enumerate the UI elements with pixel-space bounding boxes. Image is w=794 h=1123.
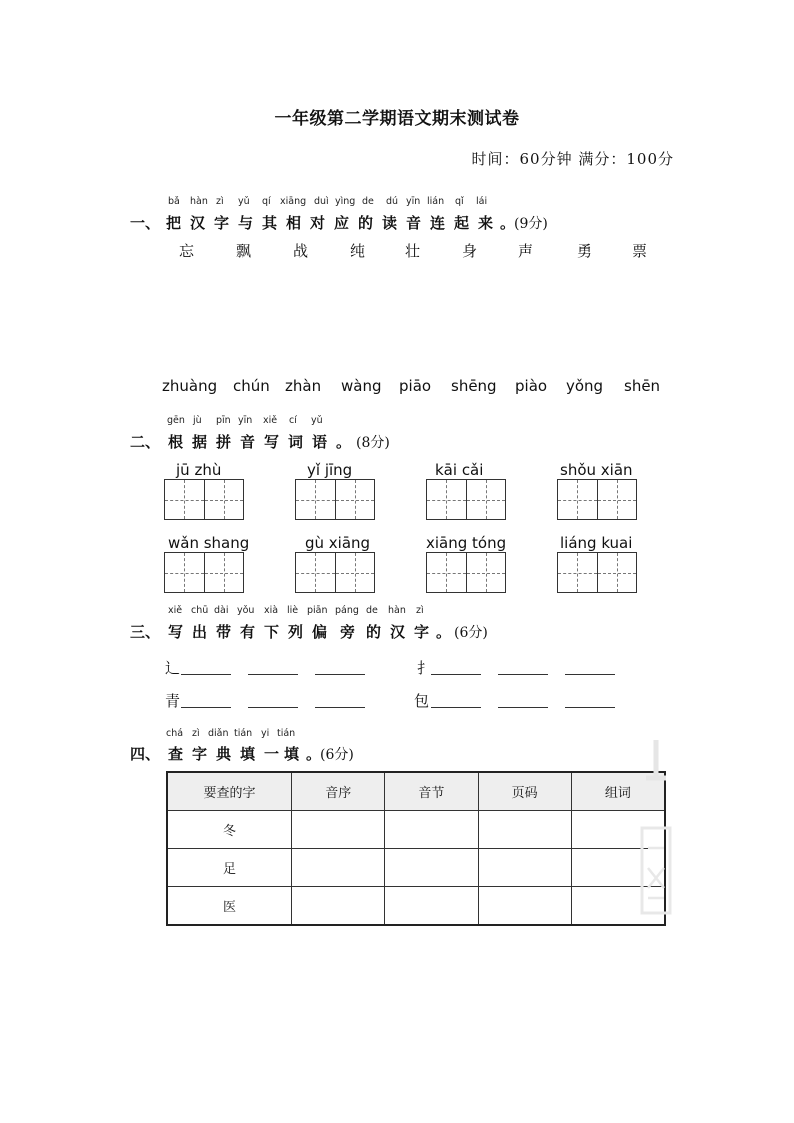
q3-heading xyxy=(130,621,488,642)
q4-score: (6分) xyxy=(320,747,354,763)
q3-char: 偏 xyxy=(312,623,328,641)
answer-blank[interactable] xyxy=(181,673,231,675)
q1-character: 战 xyxy=(293,242,309,260)
q1-char: 起 xyxy=(454,214,470,232)
q3-char: 出 xyxy=(192,623,208,641)
q2-char: 写 xyxy=(264,433,280,451)
q3-pinyin: chū xyxy=(191,605,209,616)
q2-char: 据 xyxy=(192,433,208,451)
writing-grid[interactable] xyxy=(295,479,375,520)
q1-pinyin: lái xyxy=(476,196,488,207)
q3-pinyin-row xyxy=(0,605,794,617)
q2-char: 音 xyxy=(240,433,256,451)
q1-pinyin: duì xyxy=(314,196,329,207)
q1-pinyin-row xyxy=(0,196,794,208)
q1-character: 飘 xyxy=(236,242,252,260)
q3-score: (6分) xyxy=(454,625,488,641)
answer-cell[interactable] xyxy=(385,811,478,849)
q1-pinyin: de xyxy=(362,196,374,207)
q2-period: 。 xyxy=(336,433,352,451)
q3-pinyin: xià xyxy=(264,605,279,616)
q4-number: 四、 xyxy=(130,745,161,763)
q2-char: 拼 xyxy=(216,433,232,451)
table-header: 组词 xyxy=(571,772,665,811)
q2-pinyin: pīn xyxy=(216,415,231,426)
q2-word-pinyin: jū zhù xyxy=(176,461,222,479)
table-row xyxy=(167,849,665,887)
table-header-row xyxy=(167,772,665,811)
q1-pinyin: yìng xyxy=(335,196,356,207)
lookup-char: 冬 xyxy=(167,811,292,849)
q1-char: 与 xyxy=(238,214,254,232)
q3-pinyin: yǒu xyxy=(237,605,255,616)
q3-radical: 辶 xyxy=(165,659,181,677)
answer-blank[interactable] xyxy=(498,706,548,708)
q1-pinyin: qí xyxy=(262,196,271,207)
q4-char: 典 xyxy=(216,745,232,763)
q4-pinyin: zì xyxy=(192,728,200,739)
q1-pinyin-option: shēng xyxy=(451,377,497,395)
q3-pinyin: zì xyxy=(416,605,424,616)
q2-word-pinyin: xiāng tóng xyxy=(426,534,507,552)
q3-char: 带 xyxy=(216,623,232,641)
q2-pinyin: yǔ xyxy=(311,415,323,426)
q3-radical: 包 xyxy=(414,692,430,710)
q1-pinyin: zì xyxy=(216,196,224,207)
q1-character-row xyxy=(0,240,794,260)
q4-char: 字 xyxy=(192,745,208,763)
q2-word-pinyin: kāi cǎi xyxy=(435,461,484,479)
q1-char: 汉 xyxy=(190,214,206,232)
q3-char: 汉 xyxy=(390,623,406,641)
table-header: 要查的字 xyxy=(167,772,292,811)
lookup-char: 医 xyxy=(167,887,292,926)
q1-score: (9分) xyxy=(514,216,548,232)
q2-word-pinyin: shǒu xiān xyxy=(560,461,633,479)
answer-cell[interactable] xyxy=(478,849,571,887)
q1-pinyin-option: zhuàng xyxy=(162,377,218,395)
q4-pinyin: diǎn xyxy=(208,728,229,739)
q1-character: 票 xyxy=(632,242,648,260)
q1-char: 把 xyxy=(166,214,182,232)
q4-char: 填 xyxy=(284,745,300,763)
answer-blank[interactable] xyxy=(181,706,231,708)
q3-radical: 扌 xyxy=(417,659,433,677)
table-header: 音节 xyxy=(385,772,478,811)
q1-char: 应 xyxy=(334,214,350,232)
q3-char: 有 xyxy=(240,623,256,641)
q3-char: 字 xyxy=(414,623,430,641)
q2-pinyin: gēn xyxy=(167,415,185,426)
answer-blank[interactable] xyxy=(431,673,481,675)
q3-char: 的 xyxy=(366,623,382,641)
writing-grid[interactable] xyxy=(557,552,637,593)
q1-char: 相 xyxy=(286,214,302,232)
q4-char: 填 xyxy=(240,745,256,763)
q2-pinyin: jù xyxy=(193,415,202,426)
q4-pinyin: yi xyxy=(261,728,270,739)
q2-pinyin: cí xyxy=(289,415,297,426)
q2-char: 根 xyxy=(168,433,184,451)
q3-number: 三、 xyxy=(130,623,161,641)
answer-blank[interactable] xyxy=(431,706,481,708)
time-score-info: 时间：60分钟 满分：100分 xyxy=(471,150,674,168)
q3-pinyin: xiě xyxy=(168,605,183,616)
q1-pinyin-option: yǒng xyxy=(566,377,604,395)
answer-blank[interactable] xyxy=(248,706,298,708)
q4-pinyin: chá xyxy=(166,728,184,739)
answer-cell[interactable] xyxy=(478,811,571,849)
q1-pinyin-options xyxy=(0,377,794,397)
answer-cell[interactable] xyxy=(385,887,478,926)
q1-character: 勇 xyxy=(577,242,593,260)
q2-word-pinyin: yǐ jīng xyxy=(307,461,353,479)
watermark-stamp-icon xyxy=(636,738,676,918)
dictionary-table xyxy=(166,771,666,926)
q2-pinyin: xiě xyxy=(263,415,278,426)
q1-character: 纯 xyxy=(350,242,366,260)
q4-pinyin: tián xyxy=(277,728,296,739)
lookup-char: 足 xyxy=(167,849,292,887)
q1-pinyin: bǎ xyxy=(168,196,180,207)
q1-pinyin: qǐ xyxy=(455,196,464,207)
answer-cell[interactable] xyxy=(385,849,478,887)
table-header: 音序 xyxy=(292,772,385,811)
page-title: 一年级第二学期语文期末测试卷 xyxy=(274,109,520,129)
q3-pinyin: piān xyxy=(307,605,328,616)
answer-cell[interactable] xyxy=(292,849,385,887)
answer-blank[interactable] xyxy=(315,706,365,708)
writing-grid[interactable] xyxy=(164,552,244,593)
q1-pinyin-option: piāo xyxy=(399,377,432,395)
q2-char: 语 xyxy=(312,433,328,451)
answer-cell[interactable] xyxy=(292,887,385,926)
q1-heading xyxy=(130,212,548,233)
q3-radical: 青 xyxy=(165,692,181,710)
q1-pinyin: hàn xyxy=(190,196,208,207)
q1-pinyin: xiāng xyxy=(280,196,307,207)
q1-character: 身 xyxy=(462,242,478,260)
table-row xyxy=(167,887,665,926)
q3-pinyin: liè xyxy=(287,605,299,616)
q3-char: 列 xyxy=(288,623,304,641)
q2-pinyin: yīn xyxy=(238,415,253,426)
q3-pinyin: dài xyxy=(214,605,229,616)
q2-pinyin-row xyxy=(0,415,794,427)
q1-pinyin-option: chún xyxy=(233,377,270,395)
q4-char: 查 xyxy=(168,745,184,763)
q2-word-pinyin: gù xiāng xyxy=(305,534,371,552)
answer-cell[interactable] xyxy=(292,811,385,849)
q1-char: 其 xyxy=(262,214,278,232)
q4-char: 一 xyxy=(264,745,280,763)
q3-char: 写 xyxy=(168,623,184,641)
q3-char: 旁 xyxy=(340,623,356,641)
q2-char: 词 xyxy=(288,433,304,451)
q1-char: 的 xyxy=(358,214,374,232)
q4-period: 。 xyxy=(306,745,322,763)
writing-grid[interactable] xyxy=(426,552,506,593)
q4-heading xyxy=(130,743,354,764)
q1-character: 声 xyxy=(518,242,534,260)
q1-number: 一、 xyxy=(130,214,161,232)
q1-pinyin-option: shēn xyxy=(624,377,661,395)
q3-period: 。 xyxy=(436,623,452,641)
answer-cell[interactable] xyxy=(478,887,571,926)
q1-char: 字 xyxy=(214,214,230,232)
q1-period: 。 xyxy=(500,214,516,232)
q2-score: (8分) xyxy=(356,435,390,451)
answer-blank[interactable] xyxy=(565,706,615,708)
answer-blank[interactable] xyxy=(498,673,548,675)
q1-pinyin-option: piào xyxy=(515,377,548,395)
q2-number: 二、 xyxy=(130,433,161,451)
q3-char: 下 xyxy=(264,623,280,641)
answer-blank[interactable] xyxy=(565,673,615,675)
q1-pinyin: yīn xyxy=(406,196,421,207)
q1-pinyin: yǔ xyxy=(238,196,250,207)
q1-char: 对 xyxy=(310,214,326,232)
writing-grid[interactable] xyxy=(426,479,506,520)
q1-pinyin-option: wàng xyxy=(341,377,382,395)
answer-blank[interactable] xyxy=(315,673,365,675)
q1-char: 来 xyxy=(478,214,494,232)
writing-grid[interactable] xyxy=(164,479,244,520)
answer-blank[interactable] xyxy=(248,673,298,675)
q1-char: 音 xyxy=(406,214,422,232)
q1-character: 壮 xyxy=(405,242,421,260)
q4-pinyin: tián xyxy=(234,728,253,739)
q3-pinyin: páng xyxy=(335,605,359,616)
writing-grid[interactable] xyxy=(557,479,637,520)
q1-pinyin-option: zhàn xyxy=(285,377,322,395)
q1-pinyin: lián xyxy=(427,196,445,207)
q2-word-pinyin: liáng kuai xyxy=(560,534,633,552)
table-row xyxy=(167,811,665,849)
writing-grid[interactable] xyxy=(295,552,375,593)
q1-character: 忘 xyxy=(179,242,195,260)
q1-pinyin: dú xyxy=(386,196,399,207)
table-header: 页码 xyxy=(478,772,571,811)
q1-char: 连 xyxy=(430,214,446,232)
q2-heading xyxy=(130,431,390,452)
q3-pinyin: de xyxy=(366,605,378,616)
q2-word-pinyin: wǎn shang xyxy=(168,534,250,552)
q3-pinyin: hàn xyxy=(388,605,406,616)
q1-char: 读 xyxy=(382,214,398,232)
